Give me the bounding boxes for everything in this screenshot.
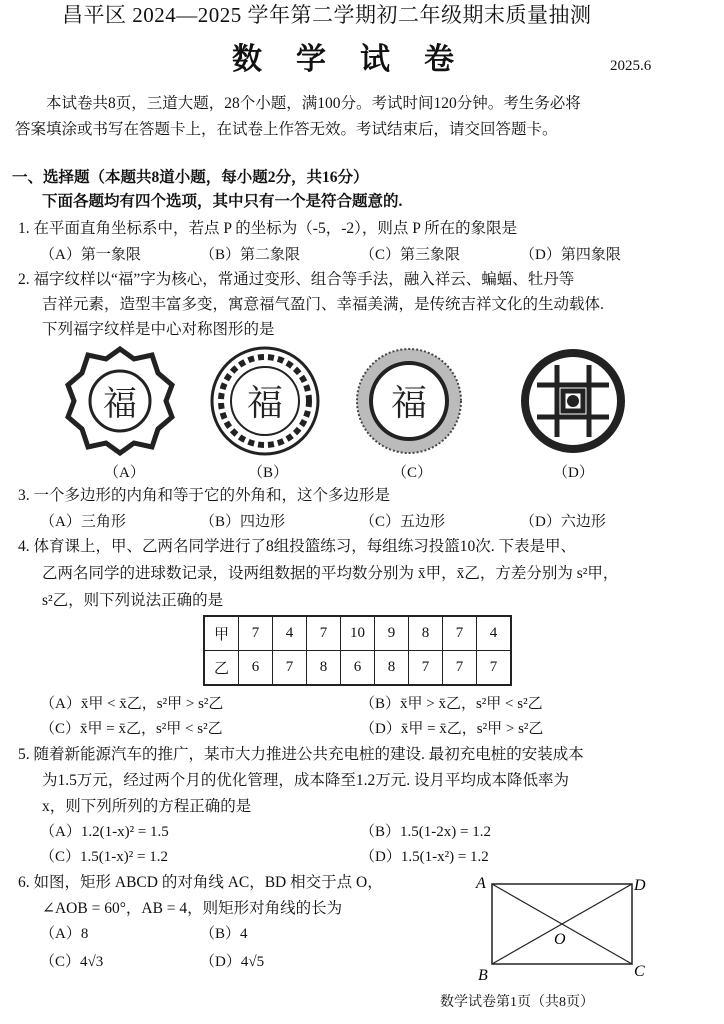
label-o: O [554, 931, 566, 948]
label-d: D [634, 877, 646, 894]
q6-option-c: （C）4√3 [40, 954, 104, 970]
q4-line-1: 4. 体育课上，甲、乙两名同学进行了8组投篮练习，每组练习投篮10次. 下表是甲、 [18, 538, 577, 555]
instructions-line-2: 答案填涂或书写在答题卡上，在试卷上作答无效。考试结束后，请交回答题卡。 [15, 121, 558, 138]
q4-option-c: （C）x̄甲 = x̄乙，s²甲 < s²乙 [40, 721, 223, 737]
q1-option-b: （B）第二象限 [200, 247, 301, 263]
table-cell: 7 [443, 651, 477, 686]
label-c: C [634, 963, 645, 980]
table-cell: 7 [239, 616, 273, 651]
fu-pattern-b-image [209, 345, 321, 457]
q4-line-2: 乙两名同学的进球数记录，设两组数据的平均数分别为 x̄甲，x̄乙，方差分别为 s²甲， [42, 565, 619, 582]
q2-caption-b: （B） [248, 465, 289, 481]
table-cell: 6 [341, 651, 375, 686]
table-cell: 4 [477, 616, 512, 651]
label-a: A [476, 875, 486, 892]
q6-line-1: 6. 如图，矩形 ABCD 的对角线 AC，BD 相交于点 O， [18, 874, 383, 891]
q6-option-d: （D）4√5 [200, 954, 265, 970]
q4-score-table [203, 615, 512, 686]
table-cell: 7 [409, 651, 443, 686]
table-cell: 8 [409, 616, 443, 651]
q4-option-a: （A）x̄甲 < x̄乙，s²甲 > s²乙 [40, 696, 224, 712]
q5-line-2: 为1.5万元，经过两个月的优化管理，成本降至1.2万元. 设月平均成本降低率为 [42, 772, 570, 789]
q3-option-d: （D）六边形 [520, 514, 606, 530]
q6-option-b: （B）4 [200, 926, 248, 942]
q5-option-b: （B）1.5(1-2x) = 1.2 [360, 824, 491, 840]
table-cell: 7 [477, 651, 512, 686]
section-heading: 一、选择题（本题共8道小题，每小题2分，共16分） [12, 169, 369, 186]
q2-caption-a: （A） [104, 465, 145, 481]
q4-line-3: s²乙，则下列说法正确的是 [42, 592, 224, 609]
q1-option-c: （C）第三象限 [360, 247, 461, 263]
q5-option-d: （D）1.5(1-x²) = 1.2 [360, 849, 489, 865]
table-cell: 乙 [204, 651, 239, 686]
q3-option-b: （B）四边形 [200, 514, 286, 530]
fu-pattern-c-image [353, 345, 465, 457]
page-footer: 数学试卷第1页（共8页） [440, 995, 594, 1010]
table-cell: 8 [307, 651, 341, 686]
svg-text:福: 福 [390, 383, 428, 423]
q6-line-2: ∠AOB = 60°，AB = 4，则矩形对角线的长为 [42, 900, 343, 917]
q5-option-a: （A）1.2(1-x)² = 1.5 [40, 824, 169, 840]
exam-subtitle: 昌平区 2024—2025 学年第二学期初二年级期末质量抽测 [62, 3, 592, 27]
q3-option-a: （A）三角形 [40, 514, 126, 530]
q2-caption-d: （D） [553, 465, 594, 481]
svg-text:福: 福 [246, 383, 284, 423]
table-cell: 9 [375, 616, 409, 651]
table-cell: 7 [273, 651, 307, 686]
q2-line-3: 下列福字纹样是中心对称图形的是 [42, 321, 275, 338]
table-cell: 甲 [204, 616, 239, 651]
q4-option-b: （B）x̄甲 > x̄乙，s²甲 < s²乙 [360, 696, 543, 712]
table-cell: 10 [341, 616, 375, 651]
q1-text: 1. 在平面直角坐标系中，若点 P 的坐标为（-5，-2），则点 P 所在的象限是 [18, 220, 518, 237]
q2-line-2: 吉祥元素，造型丰富多变，寓意福气盈门、幸福美满，是传统吉祥文化的生动载体. [42, 296, 604, 313]
q6-option-a: （A）8 [40, 926, 89, 942]
q5-option-c: （C）1.5(1-x)² = 1.2 [40, 849, 168, 865]
table-row [204, 616, 511, 651]
table-row [204, 651, 511, 686]
table-cell: 6 [239, 651, 273, 686]
section-subheading: 下面各题均有四个选项，其中只有一个是符合题意的. [42, 193, 403, 210]
q5-line-1: 5. 随着新能源汽车的推广，某市大力推进公共充电桩的建设. 最初充电桩的安装成本 [18, 746, 584, 763]
table-cell: 8 [375, 651, 409, 686]
fu-pattern-d-image [517, 345, 629, 457]
q2-line-1: 2. 福字纹样以“福”字为核心，常通过变形、组合等手法，融入祥云、蝙蝠、牡丹等 [18, 271, 575, 288]
q3-text: 3. 一个多边形的内角和等于它的外角和，这个多边形是 [18, 487, 391, 504]
q4-option-d: （D）x̄甲 = x̄乙，s²甲 > s²乙 [360, 721, 544, 737]
fu-pattern-a-image [64, 345, 176, 457]
instructions-line-1: 本试卷共8页，三道大题，28个小题，满100分。考试时间120分钟。考生务必将 [46, 95, 581, 112]
q1-option-a: （A）第一象限 [40, 247, 141, 263]
q3-option-c: （C）五边形 [360, 514, 446, 530]
table-cell: 7 [307, 616, 341, 651]
label-b: B [478, 967, 488, 984]
table-cell: 7 [443, 616, 477, 651]
q2-caption-c: （C） [392, 465, 433, 481]
q1-option-d: （D）第四象限 [520, 247, 621, 263]
svg-text:福: 福 [103, 386, 137, 423]
exam-title: 数学试卷 [232, 43, 488, 76]
q5-line-3: x，则下列所列的方程正确的是 [42, 798, 252, 815]
exam-date: 2025.6 [610, 58, 652, 74]
table-cell: 4 [273, 616, 307, 651]
rectangle-abcd-figure [470, 872, 660, 984]
